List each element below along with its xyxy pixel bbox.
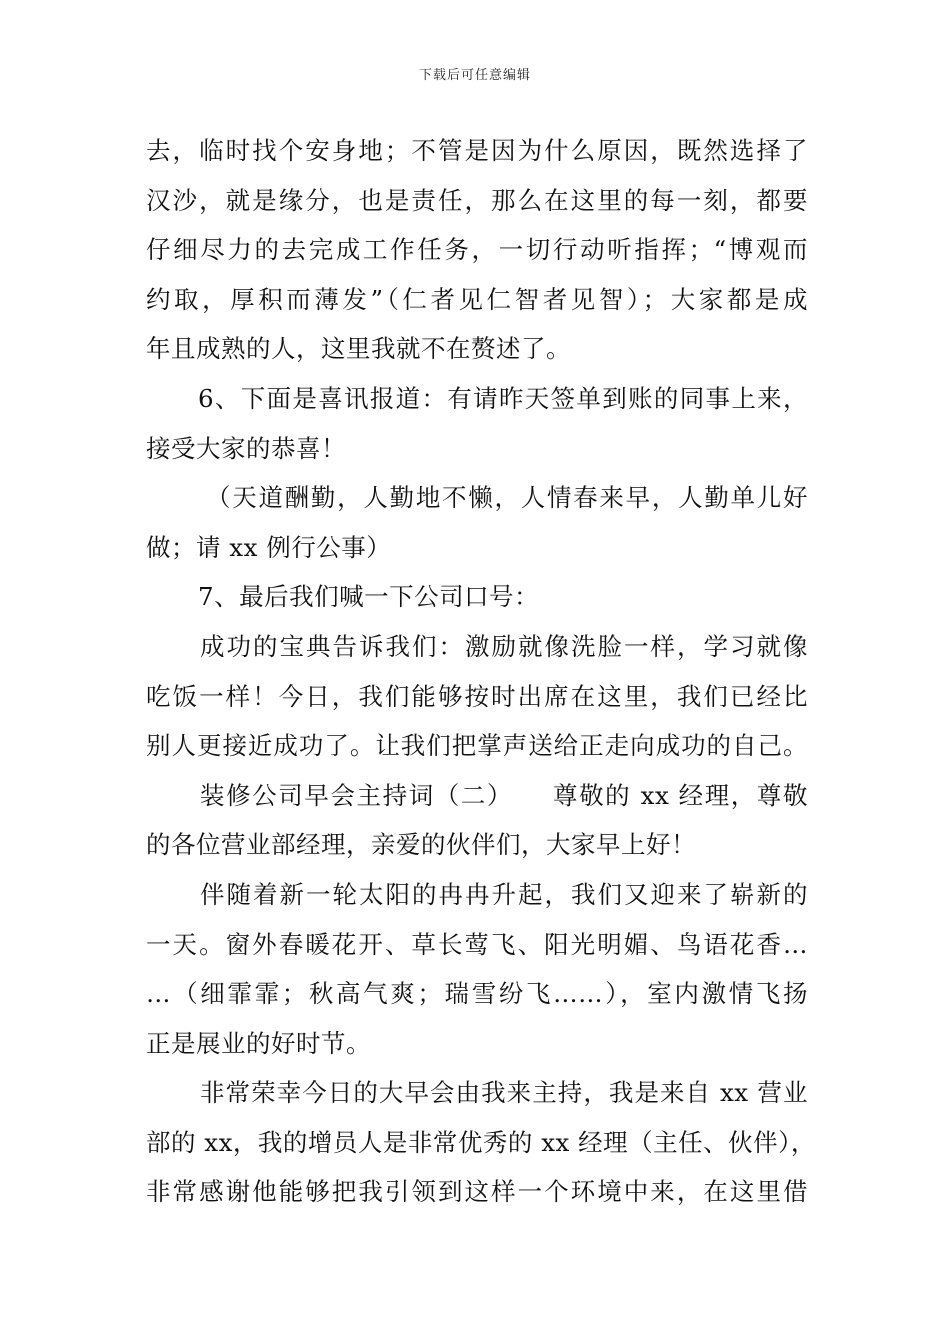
text-line: 吃饭一样！今日，我们能够按时出席在这里，我们已经比: [146, 681, 808, 711]
text-line: 汉沙，就是缘分，也是责任，那么在这里的每一刻，都要: [146, 185, 808, 215]
text-line: 装修公司早会主持词（二） 尊敬的 xx 经理，尊敬: [200, 780, 808, 810]
text-line: 非常荣幸今日的大早会由我来主持，我是来自 xx 营业: [200, 1078, 808, 1108]
text-line: 的各位营业部经理，亲爱的伙伴们，大家早上好！: [146, 830, 696, 860]
text-line: …（细霏霏；秋高气爽；瑞雪纷飞……），室内激情飞扬: [146, 979, 808, 1009]
text-line: 7、最后我们喊一下公司口号：: [198, 582, 540, 612]
text-line: 约取，厚积而薄发”（仁者见仁智者见智）；大家都是成: [146, 284, 808, 314]
text-line: 成功的宝典告诉我们：激励就像洗脸一样，学习就像: [200, 631, 808, 661]
text-line: 正是展业的好时节。: [146, 1028, 371, 1058]
text-line: 去，临时找个安身地；不管是因为什么原因，既然选择了: [146, 136, 808, 165]
page-header: 下载后可任意编辑: [418, 68, 531, 83]
text-line: 一天。窗外春暖花开、草长莺飞、阳光明媚、鸟语花香…: [146, 929, 808, 959]
text-line: （天道酬勤，人勤地不懒，人情春来早，人勤单儿好: [206, 483, 808, 513]
text-line: 6、下面是喜讯报道：有请昨天签单到账的同事上来，: [198, 383, 808, 413]
document-body: [146, 126, 816, 1217]
text-line: 伴随着新一轮太阳的冉冉升起，我们又迎来了崭新的: [200, 879, 808, 909]
text-line: 接受大家的恭喜！: [146, 433, 346, 463]
text-line: 做；请 xx 例行公事）: [146, 532, 392, 562]
text-line: 部的 xx，我的增员人是非常优秀的 xx 经理（主任、伙伴），: [146, 1127, 816, 1157]
text-line: 非常感谢他能够把我引领到这样一个环境中来，在这里借: [146, 1177, 808, 1207]
text-line: 仔细尽力的去完成工作任务，一切行动听指挥；“博观而: [146, 235, 808, 265]
text-line: 年且成熟的人，这里我就不在赘述了。: [146, 334, 571, 364]
text-line: 别人更接近成功了。让我们把掌声送给正走向成功的自己。: [146, 731, 808, 761]
